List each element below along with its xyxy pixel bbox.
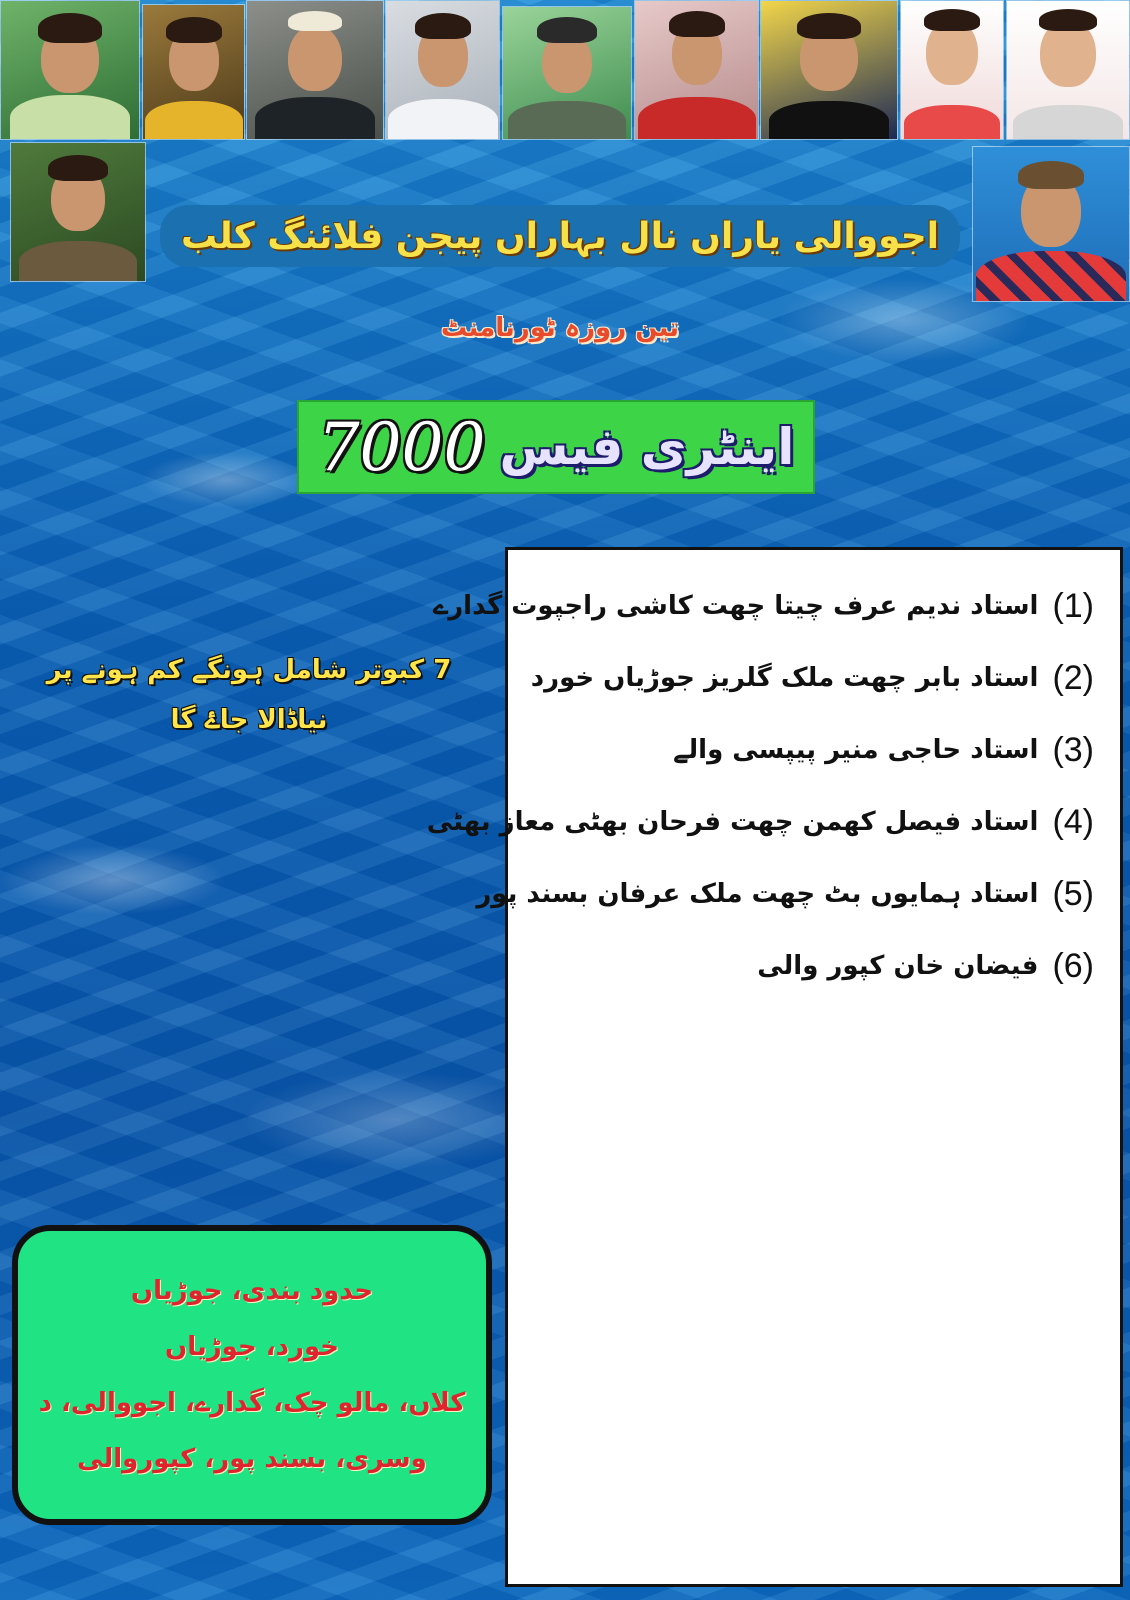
portrait-photo-6 [634,0,759,140]
area-line-1: حدود بندی، جوڑیاں [130,1276,374,1306]
pigeon-rule-line-1: 7 کبوتر شامل ہونگے کم ہونے پر [46,655,452,685]
area-line-2: خورد، جوڑیاں [165,1332,340,1362]
participant-number: (6) [1052,946,1094,985]
portrait-photo-2 [142,4,245,140]
club-title: اجووالی یاراں نال بہاراں پیجن فلائنگ کلب [181,215,940,257]
entry-fee-amount: 7000 [317,408,486,486]
pigeon-rule-note [14,645,484,745]
participant-number: (3) [1052,730,1094,769]
participant-name: استاد بابر چھت ملک گلریز جوڑیاں خورد [530,663,1039,693]
portrait-photo-8 [900,0,1004,140]
portrait-photo-1 [0,0,140,140]
club-title-banner [160,205,960,267]
participant-item [522,714,1094,786]
participant-item [426,786,1094,858]
portrait-photo-7 [760,0,898,140]
pigeon-rule-line-2: نیاڈالا جاۓ گا [170,705,328,735]
participant-item [432,570,1094,642]
portrait-photo-5 [502,6,632,140]
area-line-3: کلاں، مالو چک، گدارے، اجووالی، د [38,1388,466,1418]
portrait-photo-4 [385,0,500,140]
entry-fee-box [297,400,815,494]
portrait-photo-11 [972,146,1130,302]
participant-item [476,858,1094,930]
portrait-photo-10 [10,142,146,282]
app-watermark: Imagitor [1003,1546,1112,1579]
area-boundaries-box [12,1225,492,1525]
participant-name: استاد ہمایوں بٹ چھت ملک عرفان بسند پور [476,879,1039,909]
participant-name: فیضان خان کپور والی [757,951,1039,981]
participant-name: استاد ندیم عرف چیتا چھت کاشی راجپوت گدارے [432,591,1039,621]
tournament-subtitle: تین روزہ ٹورنامنٹ [441,313,679,343]
participants-panel [426,547,1123,1587]
participant-number: (1) [1052,586,1094,625]
area-line-4: وسری، بسند پور، کپوروالی [77,1444,427,1474]
participant-name: استاد حاجی منیر پیپسی والے [673,735,1039,765]
portrait-photo-9 [1006,0,1130,140]
participant-number: (5) [1052,874,1094,913]
participant-number: (2) [1052,658,1094,697]
portrait-photo-3 [246,0,384,140]
participant-name: استاد فیصل کھمن چھت فرحان بھٹی معاز بھٹی [426,807,1039,837]
entry-fee-label: اینٹری فیس [499,418,795,476]
participant-item [522,930,1094,1002]
participant-number: (4) [1052,802,1094,841]
participant-item [522,642,1094,714]
